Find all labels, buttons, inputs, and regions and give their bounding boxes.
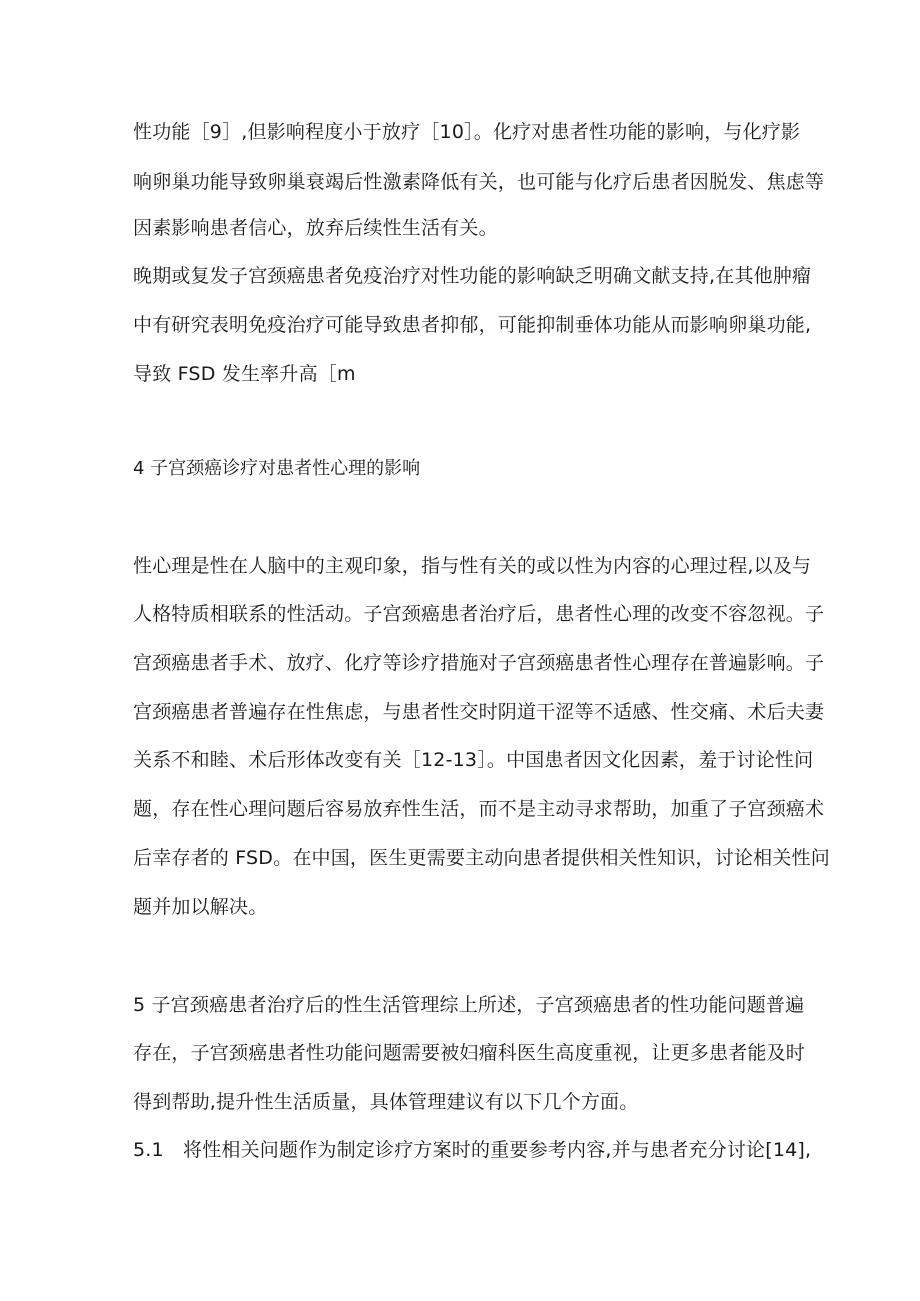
- list-item-number: 5.1: [133, 1139, 164, 1161]
- paragraph-line: 性心理是性在人脑中的主观印象，指与性有关的或以性为内容的心理过程,以及与: [133, 555, 812, 577]
- paragraph-line: 关系不和睦、术后形体改变有关［12-13］。中国患者因文化因素，羞于讨论性问: [133, 749, 814, 771]
- paragraph-line: 宫颈癌患者普遍存在性焦虑，与患者性交时阴道干涩等不适感、性交痛、术后夫妻: [133, 701, 825, 723]
- section-paragraph-line: 5 子宫颈癌患者治疗后的性生活管理综上所述，子宫颈癌患者的性功能问题普遍: [133, 994, 805, 1016]
- section-paragraph-line: 存在，子宫颈癌患者性功能问题需要被妇瘤科医生高度重视，让更多患者能及时: [133, 1042, 806, 1064]
- paragraph-line: 性功能［9］,但影响程度小于放疗［10］。化疗对患者性功能的影响，与化疗影: [133, 121, 801, 143]
- list-item-text: 将性相关问题作为制定诊疗方案时的重要参考内容,并与患者充分讨论[14],: [183, 1139, 812, 1161]
- paragraph-line: 宫颈癌患者手术、放疗、化疗等诊疗措施对子宫颈癌患者性心理存在普遍影响。子: [133, 652, 825, 674]
- paragraph-line: 因素影响患者信心，放弃后续性生活有关。: [133, 217, 498, 239]
- paragraph-line: 后幸存者的 FSD。在中国，医生更需要主动向患者提供相关性知识，讨论相关性问: [133, 847, 830, 869]
- section-paragraph-line: 得到帮助,提升性生活质量，具体管理建议有以下几个方面。: [133, 1091, 639, 1113]
- paragraph-line: 晚期或复发子宫颈癌患者免疫治疗对性功能的影响缺乏明确文献支持,在其他肿瘤: [133, 265, 812, 287]
- list-item: [133, 1138, 811, 1162]
- paragraph-line: 导致 FSD 发生率升高［m: [133, 363, 356, 385]
- paragraph-line: 响卵巢功能导致卵巢衰竭后性激素降低有关，也可能与化疗后患者因脱发、焦虑等: [133, 171, 825, 193]
- section-heading: 4 子宫颈癌诊疗对患者性心理的影响: [133, 458, 421, 479]
- paragraph-line: 人格特质相联系的性活动。子宫颈癌患者治疗后，患者性心理的改变不容忽视。子: [133, 603, 825, 625]
- paragraph-line: 中有研究表明免疫治疗可能导致患者抑郁，可能抑制垂体功能从而影响卵巢功能,: [133, 314, 812, 336]
- paragraph-line: 题，存在性心理问题后容易放弃性生活，而不是主动寻求帮助，加重了子宫颈癌术: [133, 798, 825, 820]
- paragraph-line: 题并加以解决。: [133, 896, 268, 918]
